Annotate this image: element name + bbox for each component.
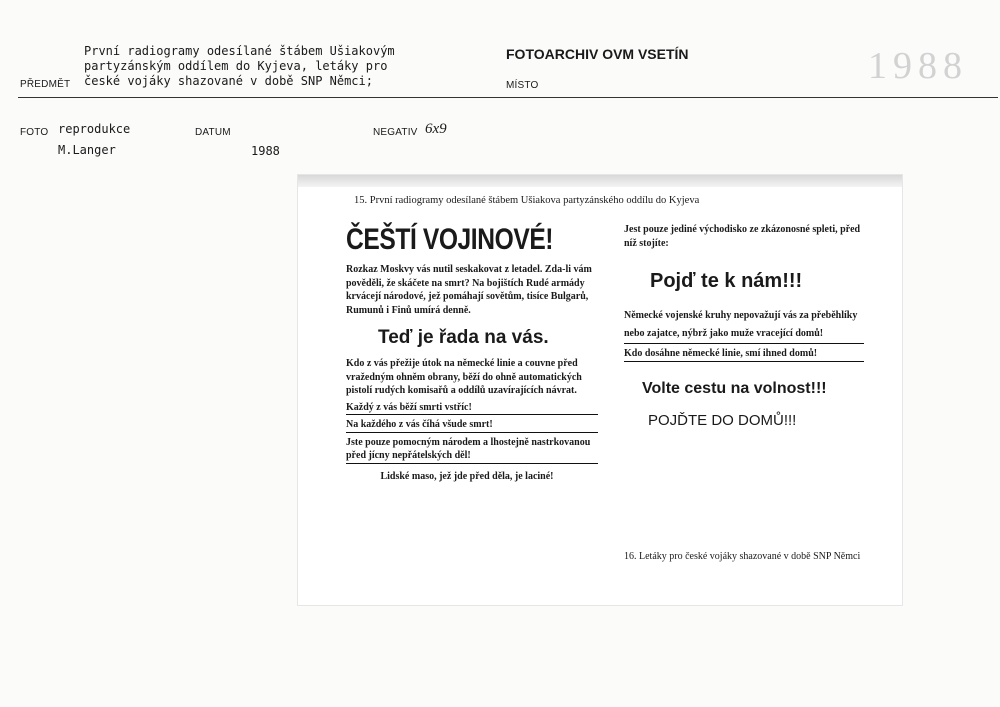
foto-value: reprodukce (58, 122, 131, 136)
caption-16: 16. Letáky pro české vojáky shazované v době SNP Němci (624, 551, 861, 562)
subject-line-2: partyzánským oddílem do Kyjeva, letáky pro (84, 59, 388, 73)
author: M.Langer (58, 143, 116, 157)
leaflet-2-paragraph-1: Německé vojenské kruhy nepovažují vás za přeběhlíky nebo zajatce, nýbrž jako muže vracející domů! (624, 307, 864, 344)
negativ-value: 6x9 (425, 121, 447, 137)
subject-line-1: První radiogramy odesílané štábem Ušiakovým (84, 44, 395, 58)
leaflet-1-line-1: Každý z vás běží smrti vstříc! (346, 401, 598, 416)
leaflet-2-intro: Jest pouze jediné východisko ze zkázonosné spleti, před níž stojíte: (624, 224, 861, 249)
reproduction-photo (298, 175, 902, 605)
leaflet-2 (624, 223, 864, 429)
leaflet-2-cta-1: Volte cestu na volnost!!! (642, 379, 827, 397)
leaflet-2-cta-2: POJĎTE DO DOMŮ!!! (648, 411, 797, 429)
leaflet-1 (346, 223, 598, 483)
photo-top-edge (298, 175, 902, 187)
datum-value: 1988 (251, 144, 280, 158)
negativ-label: NEGATIV (373, 127, 418, 138)
header-divider (18, 97, 998, 98)
datum-label: DATUM (195, 127, 231, 138)
leaflet-1-paragraph-1: Rozkaz Moskvy vás nutil seskakovat z letadel. Zda-li vám pověděli, že skáčete na smrt? Na bojištích Rudé armády krvácejí národové, jež pomáhají sovětům, tisíce Bulgarů, Rumunů i Finů umírá denně. (346, 264, 592, 316)
leaflet-1-line-3: Jste pouze pomocným národem a lhostejně nastrkovanou před jícny nepřátelských děl! (346, 436, 598, 464)
year-stamp: 1988 (868, 45, 968, 87)
caption-15: 15. První radiogramy odesílané štábem Ušiakova partyzánského oddílu do Kyjeva (354, 195, 700, 206)
leaflet-2-heading: Pojď te k nám!!! (650, 270, 803, 292)
leaflet-1-heading-2: Teď je řada na vás. (378, 327, 549, 348)
foto-label: FOTO (20, 127, 49, 138)
predmet-label: PŘEDMĚT (20, 79, 71, 90)
leaflet-1-line-2: Na každého z vás číhá všude smrt! (346, 418, 598, 433)
subject-line-3: české vojáky shazované v době SNP Němci; (84, 74, 373, 88)
leaflet-2-paragraph-2: Kdo dosáhne německé linie, smí ihned domů! (624, 347, 864, 362)
leaflet-1-title: ČEŠTÍ VOJINOVÉ! (346, 223, 554, 256)
misto-label: MÍSTO (506, 80, 539, 91)
leaflet-1-paragraph-2: Kdo z vás přežije útok na německé linie a couvne před vražedným ohněm obrany, běží do ohně automatických pistolí rudých komisařů a oddílů uzavírajících návrat. (346, 358, 582, 396)
archive-name: FOTOARCHIV OVM VSETÍN (506, 46, 689, 62)
leaflet-1-footer: Lidské maso, jež jde před děla, je laciné! (380, 470, 554, 482)
